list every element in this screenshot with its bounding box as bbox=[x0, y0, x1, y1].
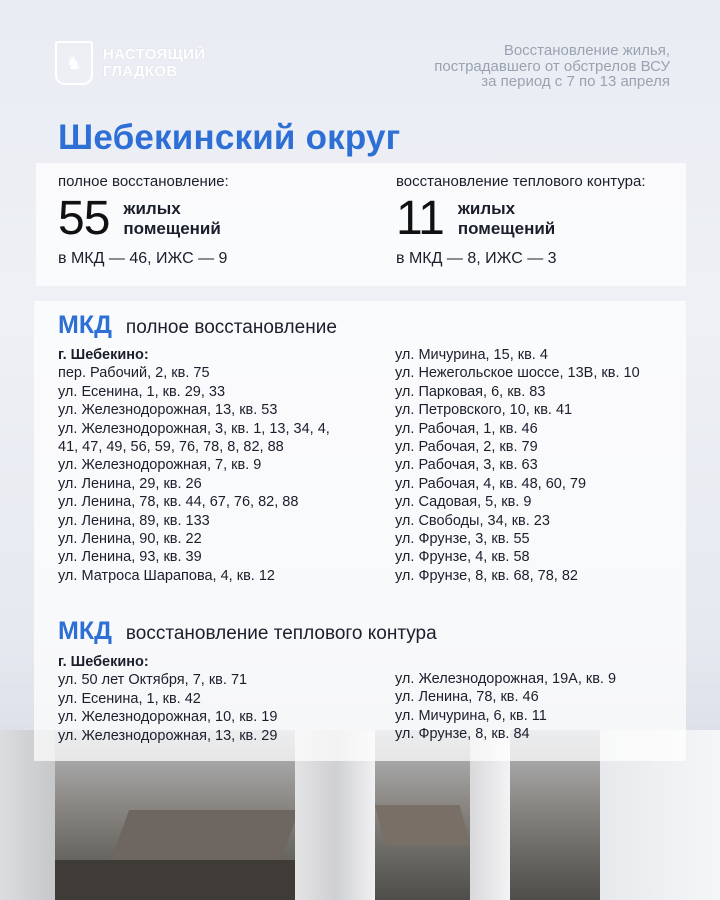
summary-full-main bbox=[58, 194, 229, 244]
list-item: ул. Фрунзе, 8, кв. 68, 78, 82 bbox=[395, 567, 578, 584]
list-item: ул. Мичурина, 15, кв. 4 bbox=[395, 347, 548, 363]
summary-thermal-unit-line2: помещений bbox=[457, 219, 556, 238]
summary-thermal-unit bbox=[458, 199, 555, 239]
page-title: Шебекинский округ bbox=[58, 118, 401, 157]
summary-full-unit-line2: помещений bbox=[123, 219, 221, 238]
list-item: ул. Железнодорожная, 13, кв. 53 bbox=[58, 402, 278, 419]
background-trees bbox=[55, 860, 295, 900]
list-item: ул. Ленина, 29, кв. 26 bbox=[58, 475, 202, 492]
section-thermal-left-list bbox=[58, 653, 277, 745]
section-thermal-right-list bbox=[395, 670, 616, 744]
summary-thermal-number: 11 bbox=[396, 192, 444, 245]
background-roof bbox=[111, 810, 299, 860]
summary-full-detail: в МКД — 46, ИЖС — 9 bbox=[58, 250, 228, 267]
list-item: ул. Мичурина, 6, кв. 11 bbox=[395, 707, 547, 724]
summary-thermal-label: восстановление теплового контура: bbox=[396, 173, 646, 190]
list-item: ул. Свободы, 34, кв. 23 bbox=[395, 512, 550, 529]
list-item: ул. Садовая, 5, кв. 9 bbox=[395, 494, 532, 511]
list-item: ул. Ленина, 78, кв. 44, 67, 76, 82, 88 bbox=[58, 494, 299, 511]
list-item: ул. Есенина, 1, кв. 42 bbox=[58, 690, 201, 707]
summary-thermal-unit-line1: жилых bbox=[457, 199, 516, 218]
brand-name bbox=[103, 46, 205, 80]
section-thermal-heading bbox=[58, 617, 437, 646]
section-full-left-list bbox=[58, 346, 330, 585]
list-item: ул. Ленина, 78, кв. 46 bbox=[395, 689, 539, 706]
section-thermal-badge: МКД bbox=[58, 617, 112, 645]
section-thermal-city: г. Шебекино: bbox=[58, 654, 149, 670]
section-full-badge: МКД bbox=[58, 311, 112, 339]
list-item: ул. Ленина, 90, кв. 22 bbox=[58, 531, 202, 548]
list-item: ул. 50 лет Октября, 7, кв. 71 bbox=[58, 672, 248, 689]
summary-full-label: полное восстановление: bbox=[58, 173, 229, 190]
section-full-city: г. Шебекино: bbox=[58, 347, 149, 363]
address-list bbox=[58, 671, 277, 745]
section-full-right-list bbox=[395, 346, 640, 585]
list-item: ул. Рабочая, 4, кв. 48, 60, 79 bbox=[395, 475, 587, 492]
summary-full-unit-line1: жилых bbox=[123, 199, 181, 218]
list-item: ул. Фрунзе, 3, кв. 55 bbox=[395, 531, 530, 548]
subtitle-line3: за период с 7 по 13 апреля bbox=[481, 73, 670, 90]
summary-panel bbox=[36, 163, 686, 286]
brand-logo bbox=[55, 41, 205, 85]
brand-name-line2: ГЛАДКОВ bbox=[103, 63, 178, 80]
list-item: 41, 47, 49, 56, 59, 76, 78, 8, 82, 88 bbox=[58, 439, 284, 456]
list-item: ул. Рабочая, 2, кв. 79 bbox=[395, 439, 538, 456]
subtitle-line2: пострадавшего от обстрелов ВСУ bbox=[434, 57, 670, 75]
summary-thermal bbox=[396, 173, 646, 268]
summary-thermal-main bbox=[396, 194, 646, 244]
section-thermal-title: восстановление теплового контура bbox=[125, 623, 437, 644]
list-item: ул. Петровского, 10, кв. 41 bbox=[395, 402, 573, 419]
address-lists-panel bbox=[34, 301, 686, 761]
list-item: ул. Железнодорожная, 3, кв. 1, 13, 34, 4, bbox=[58, 420, 330, 437]
list-item: ул. Нежегольское шоссе, 13В, кв. 10 bbox=[395, 365, 640, 382]
address-list bbox=[58, 364, 330, 585]
brand-name-line1: НАСТОЯЩИЙ bbox=[103, 46, 206, 63]
list-item: ул. Рабочая, 1, кв. 46 bbox=[395, 420, 538, 437]
address-list bbox=[395, 670, 616, 744]
list-item: ул. Ленина, 93, кв. 39 bbox=[58, 549, 202, 566]
list-item: ул. Железнодорожная, 7, кв. 9 bbox=[58, 457, 262, 474]
list-item: ул. Железнодорожная, 10, кв. 19 bbox=[58, 709, 278, 726]
list-item: ул. Матроса Шарапова, 4, кв. 12 bbox=[58, 567, 275, 584]
section-full-title: полное восстановление bbox=[125, 317, 337, 338]
summary-full-unit bbox=[123, 199, 220, 239]
list-item: ул. Рабочая, 3, кв. 63 bbox=[395, 457, 538, 474]
subtitle-line1: Восстановление жилья, bbox=[503, 42, 670, 59]
list-item: ул. Фрунзе, 8, кв. 84 bbox=[395, 726, 530, 743]
list-item: пер. Рабочий, 2, кв. 75 bbox=[58, 365, 210, 382]
list-item: ул. Железнодорожная, 19А, кв. 9 bbox=[395, 671, 617, 687]
coat-of-arms-icon: ♞ bbox=[55, 41, 93, 85]
header-subtitle bbox=[350, 43, 670, 90]
list-item: ул. Есенина, 1, кв. 29, 33 bbox=[58, 383, 226, 400]
address-list bbox=[395, 346, 640, 585]
list-item: ул. Ленина, 89, кв. 133 bbox=[58, 512, 210, 529]
list-item: ул. Парковая, 6, кв. 83 bbox=[395, 383, 546, 400]
summary-full bbox=[58, 173, 229, 268]
section-full-heading bbox=[58, 311, 337, 340]
summary-full-number: 55 bbox=[58, 192, 110, 245]
background-roof bbox=[375, 805, 471, 845]
summary-thermal-detail: в МКД — 8, ИЖС — 3 bbox=[396, 250, 557, 267]
list-item: ул. Фрунзе, 4, кв. 58 bbox=[395, 549, 530, 566]
list-item: ул. Железнодорожная, 13, кв. 29 bbox=[58, 727, 278, 744]
